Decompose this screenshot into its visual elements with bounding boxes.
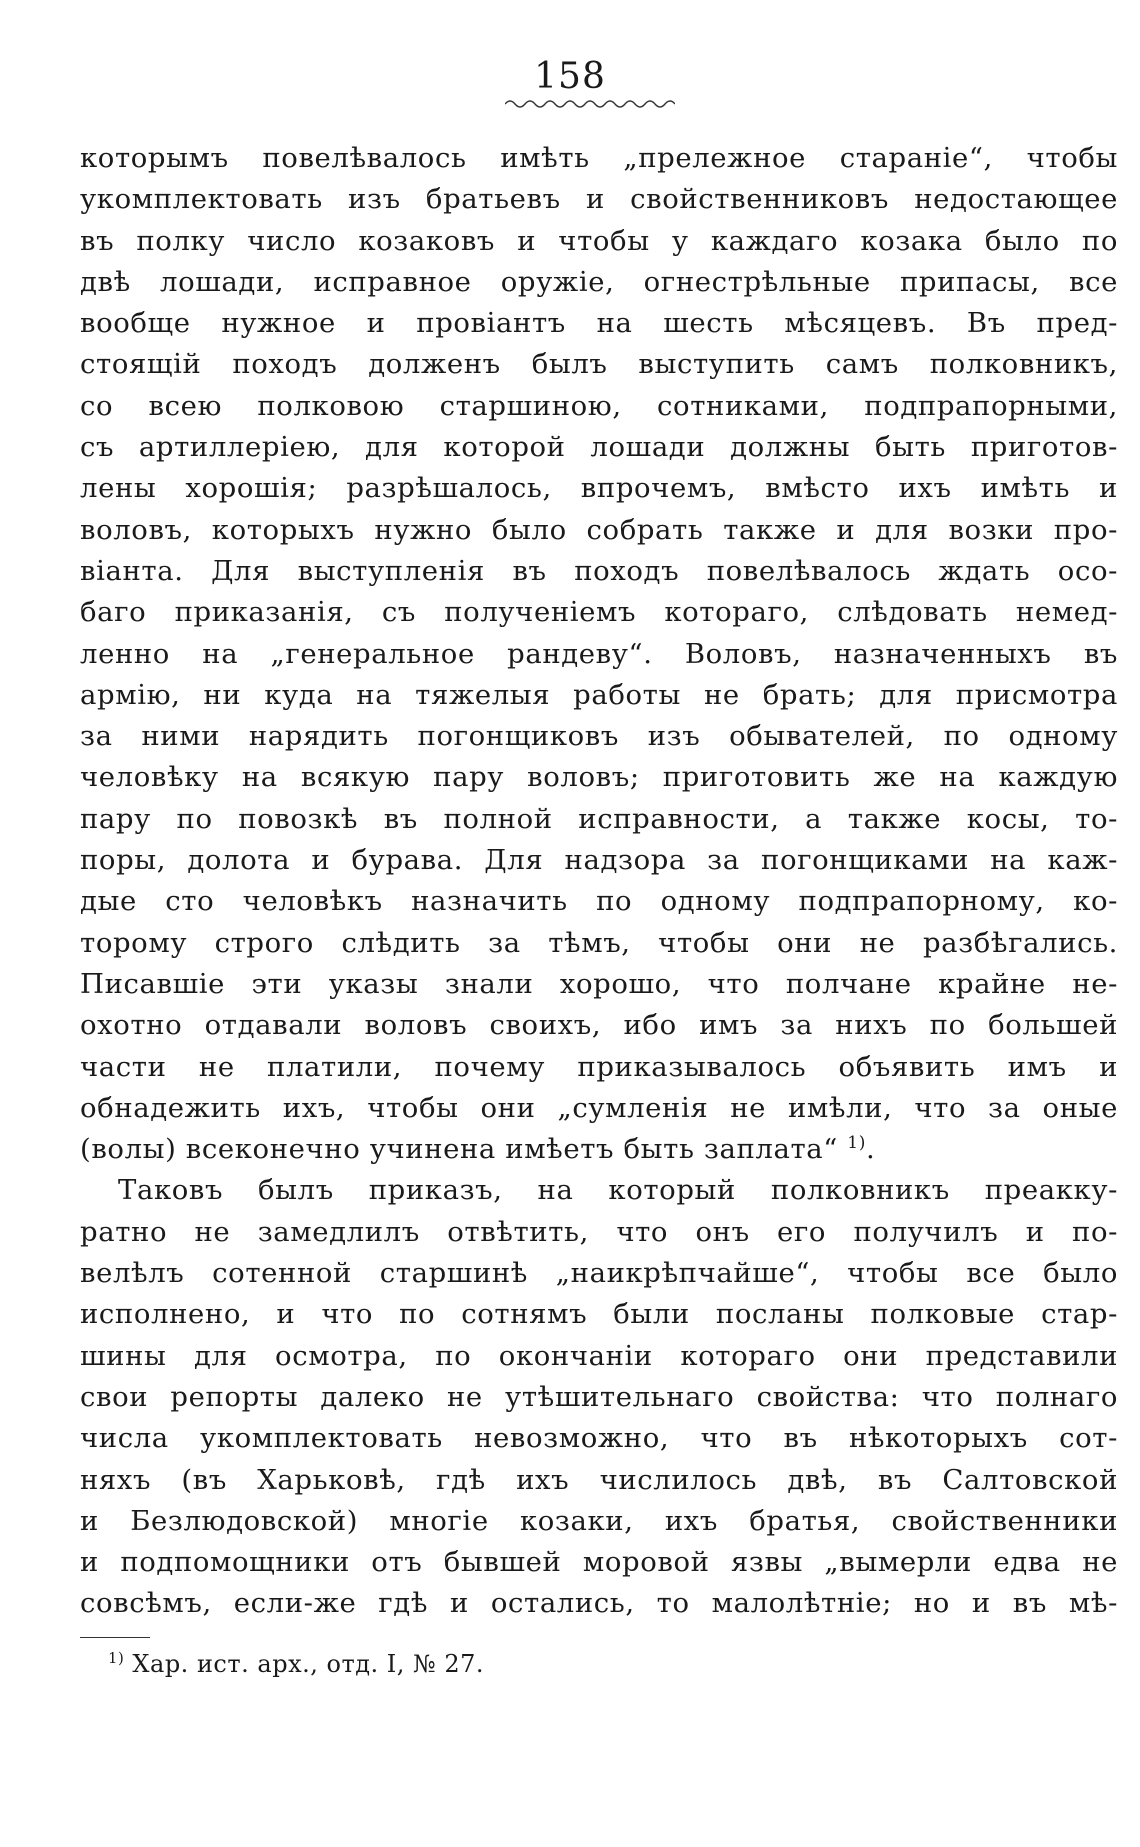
text-line xyxy=(80,1253,1118,1294)
text-line xyxy=(80,138,1118,179)
line-text: няхъ (въ Харьковѣ, гдѣ ихъ числилось двѣ, въ Салтовской xyxy=(80,1463,1118,1496)
line-text: охотно отдавали воловъ своихъ, ибо имъ за нихъ по большей xyxy=(80,1009,1118,1042)
text-line xyxy=(80,344,1118,385)
line-text: и подпомощники отъ бывшей моровой язвы „вымерли едва не xyxy=(80,1546,1118,1579)
line-text: армію, ни куда на тяжелыя работы не брать; для присмотра xyxy=(80,678,1118,711)
text-line xyxy=(80,1088,1118,1129)
body-text xyxy=(80,138,1118,1625)
line-text: ратно не замедлилъ отвѣтить, что онъ его получилъ и по- xyxy=(80,1215,1118,1248)
text-line xyxy=(80,1418,1118,1459)
line-text: совсѣмъ, если-же гдѣ и остались, то малолѣтніе; но и въ мѣ- xyxy=(80,1587,1118,1620)
paragraph-1 xyxy=(80,138,1118,1170)
line-text: поры, долота и бурава. Для надзора за погонщиками на каж- xyxy=(80,844,1118,877)
footnote xyxy=(108,1650,484,1678)
line-text: дые сто человѣкъ назначить по одному подпрапорному, ко- xyxy=(80,885,1118,918)
line-text: Таковъ былъ приказъ, на который полковникъ преакку- xyxy=(118,1174,1118,1207)
text-line xyxy=(80,221,1118,262)
footnote-reference: 1) xyxy=(847,1132,866,1153)
line-text: исполнено, и что по сотнямъ были посланы полковые стар- xyxy=(80,1298,1118,1331)
line-text: двѣ лошади, исправное оружіе, огнестрѣльные припасы, все xyxy=(80,265,1118,298)
line-text: віанта. Для выступленія въ походъ повелѣвалось ждать осо- xyxy=(80,554,1118,587)
text-line xyxy=(80,1047,1118,1088)
text-line xyxy=(80,923,1118,964)
text-line xyxy=(80,716,1118,757)
footnote-text: Хар. ист. арх., отд. I, № 27. xyxy=(132,1650,485,1678)
text-line xyxy=(80,1501,1118,1542)
text-line xyxy=(80,1212,1118,1253)
text-line xyxy=(80,427,1118,468)
line-text: укомплектовать изъ братьевъ и свойственниковъ недостающее xyxy=(80,183,1118,216)
text-line xyxy=(80,675,1118,716)
footnote-marker: 1) xyxy=(108,1649,125,1668)
line-text: вообще нужное и провіантъ на шесть мѣсяцевъ. Въ пред- xyxy=(80,307,1118,340)
text-line xyxy=(80,386,1118,427)
footnote-rule xyxy=(80,1637,150,1638)
line-text: со всею полковою старшиною, сотниками, подпрапорными, xyxy=(80,389,1118,422)
text-line xyxy=(80,1583,1118,1624)
line-text: и Безлюдовской) многіе козаки, ихъ братья, свойственники xyxy=(80,1504,1118,1537)
line-text: торому строго слѣдить за тѣмъ, чтобы они не разбѣгались. xyxy=(80,926,1118,959)
text-line xyxy=(80,1377,1118,1418)
line-text: съ артиллеріею, для которой лошади должны быть приготов- xyxy=(80,431,1118,464)
line-text: лены хорошія; разрѣшалось, впрочемъ, вмѣсто ихъ имѣть и xyxy=(80,472,1118,505)
line-text: части не платили, почему приказывалось объявить имъ и xyxy=(80,1050,1118,1083)
line-text: въ полку число козаковъ и чтобы у каждаго козака было по xyxy=(80,224,1118,257)
paragraph-2 xyxy=(80,1170,1118,1624)
text-line xyxy=(80,1542,1118,1583)
text-line xyxy=(80,303,1118,344)
line-text: стоящій походъ долженъ былъ выступить самъ полковникъ, xyxy=(80,348,1118,381)
line-text: пару по повозкѣ въ полной исправности, а также косы, то- xyxy=(80,802,1118,835)
text-line xyxy=(80,592,1118,633)
text-line xyxy=(80,179,1118,220)
text-line xyxy=(80,964,1118,1005)
text-line xyxy=(80,262,1118,303)
text-line xyxy=(80,510,1118,551)
text-line xyxy=(80,1005,1118,1046)
page-number-ornament xyxy=(505,98,675,110)
line-text: человѣку на всякую пару воловъ; приготовить же на каждую xyxy=(80,761,1118,794)
line-text: воловъ, которыхъ нужно было собрать также и для возки про- xyxy=(80,513,1118,546)
text-line xyxy=(80,1294,1118,1335)
line-text: (волы) всеконечно учинена имѣетъ быть заплата“ xyxy=(80,1133,838,1166)
line-text: за ними нарядить погонщиковъ изъ обывателей, по одному xyxy=(80,720,1118,753)
line-text: шины для осмотра, по окончаніи котораго они представили xyxy=(80,1339,1118,1372)
text-line: (волы) всеконечно учинена имѣетъ быть заплата“ $^{1)}$. xyxy=(80,1132,876,1166)
text-line xyxy=(80,799,1118,840)
text-line xyxy=(80,1460,1118,1501)
line-text: Писавшіе эти указы знали хорошо, что полчане крайне не- xyxy=(80,967,1118,1000)
text-line xyxy=(80,1336,1118,1377)
text-line xyxy=(80,840,1118,881)
text-line xyxy=(80,551,1118,592)
line-text: числа укомплектовать невозможно, что въ нѣкоторыхъ сот- xyxy=(80,1422,1118,1455)
text-line xyxy=(80,881,1118,922)
line-text: велѣлъ сотенной старшинѣ „наикрѣпчайше“, чтобы все было xyxy=(80,1257,1118,1290)
line-text: баго приказанія, съ полученіемъ котораго, слѣдовать немед- xyxy=(80,596,1118,629)
line-text: обнадежить ихъ, чтобы они „сумленія не имѣли, что за оные xyxy=(80,1091,1118,1124)
text-line xyxy=(80,634,1118,675)
page-number: 158 xyxy=(534,56,606,97)
text-line xyxy=(80,757,1118,798)
text-line xyxy=(80,1170,1118,1211)
line-text: свои репорты далеко не утѣшительнаго свойства: что полнаго xyxy=(80,1380,1118,1413)
line-text: которымъ повелѣвалось имѣть „прележное стараніе“, чтобы xyxy=(80,142,1118,174)
text-line xyxy=(80,468,1118,509)
line-text: ленно на „генеральное рандеву“. Воловъ, назначенныхъ въ xyxy=(80,637,1118,670)
